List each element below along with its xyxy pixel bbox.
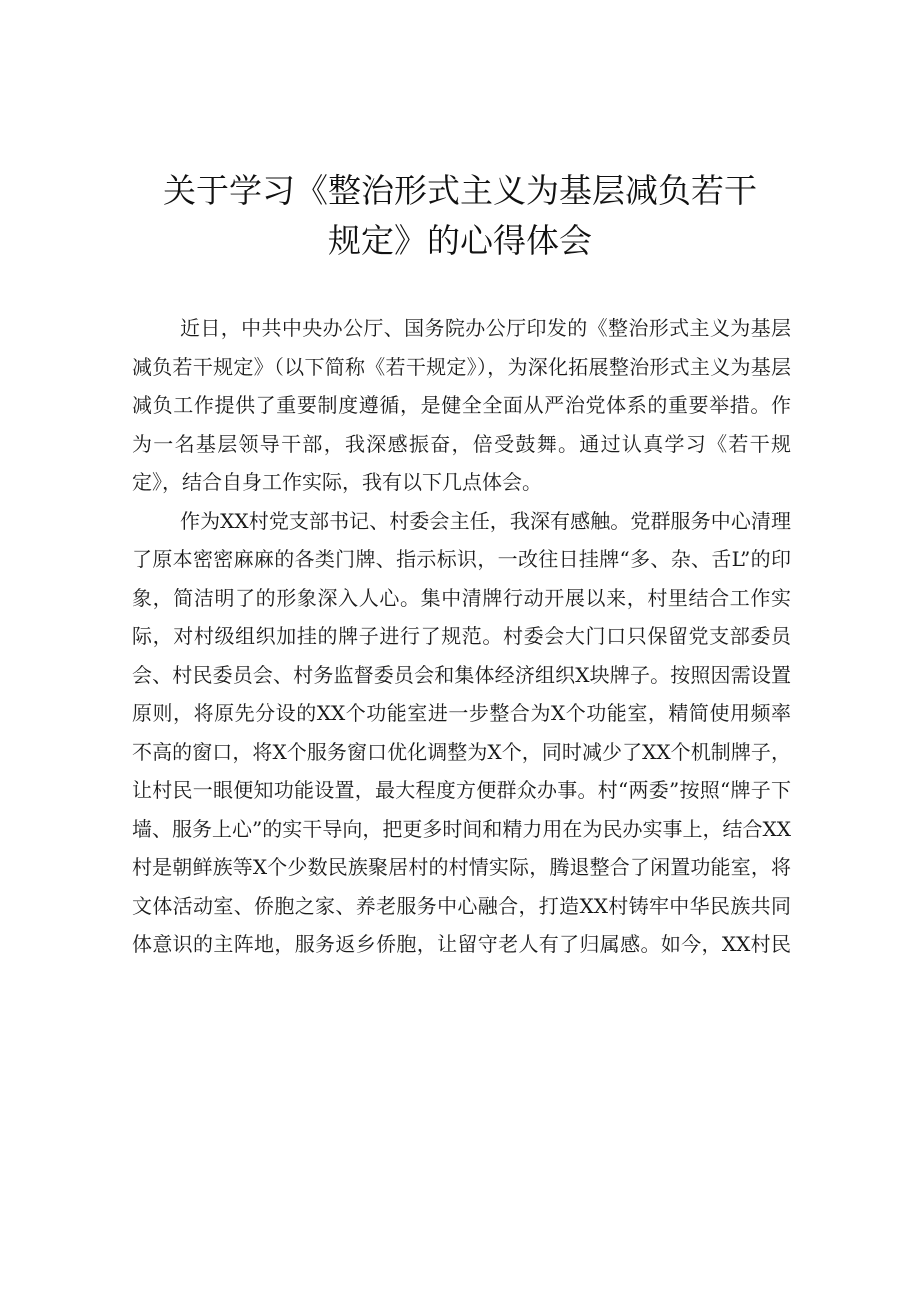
title-line-2: 规定》的心得体会 [328,221,592,260]
document-title [120,166,800,266]
paragraph-2: 作为XX村党支部书记、村委会主任，我深有感触。党群服务中心清理了原本密密麻麻的各类门牌、指示标识，一改往日挂牌“多、杂、舌L”的印象，简洁明了的形象深入人心。集中清牌行动开展以来，村里结合工作实际，对村级组织加挂的牌子进行了规范。村委会大门口只保留党支部委员会、村民委员会、村务监督委员会和集体经济组织X块牌子。按照因需设置原则，将原先分设的XX个功能室进一步整合为X个功能室，精简使用频率不高的窗口，将X个服务窗口优化调整为X个，同时减少了XX个机制牌子，让村民一眼便知功能设置，最大程度方便群众办事。村“两委”按照“牌子下墙、服务上心”的实干导向，把更多时间和精力用在为民办实事上，结合XX村是朝鲜族等X个少数民族聚居村的村情实际，腾退整合了闲置功能室，将文体活动室、侨胞之家、养老服务中心融合，打造XX村铸牢中华民族共同体意识的主阵地，服务返乡侨胞，让留守老人有了归属感。如今，XX村民 [132,508,791,956]
paragraph-1: 近日，中共中央办公厅、国务院办公厅印发的《整治形式主义为基层减负若干规定》（以下简称《若干规定》），为深化拓展整治形式主义为基层减负工作提供了重要制度遵循，是健全全面从严治党体系的重要举措。作为一名基层领导干部，我深感振奋，倍受鼓舞。通过认真学习《若干规定》，结合自身工作实际，我有以下几点体会。 [132,316,791,494]
document-body [132,309,791,964]
title-line-1: 关于学习《整治形式主义为基层减负若干 [163,171,757,210]
